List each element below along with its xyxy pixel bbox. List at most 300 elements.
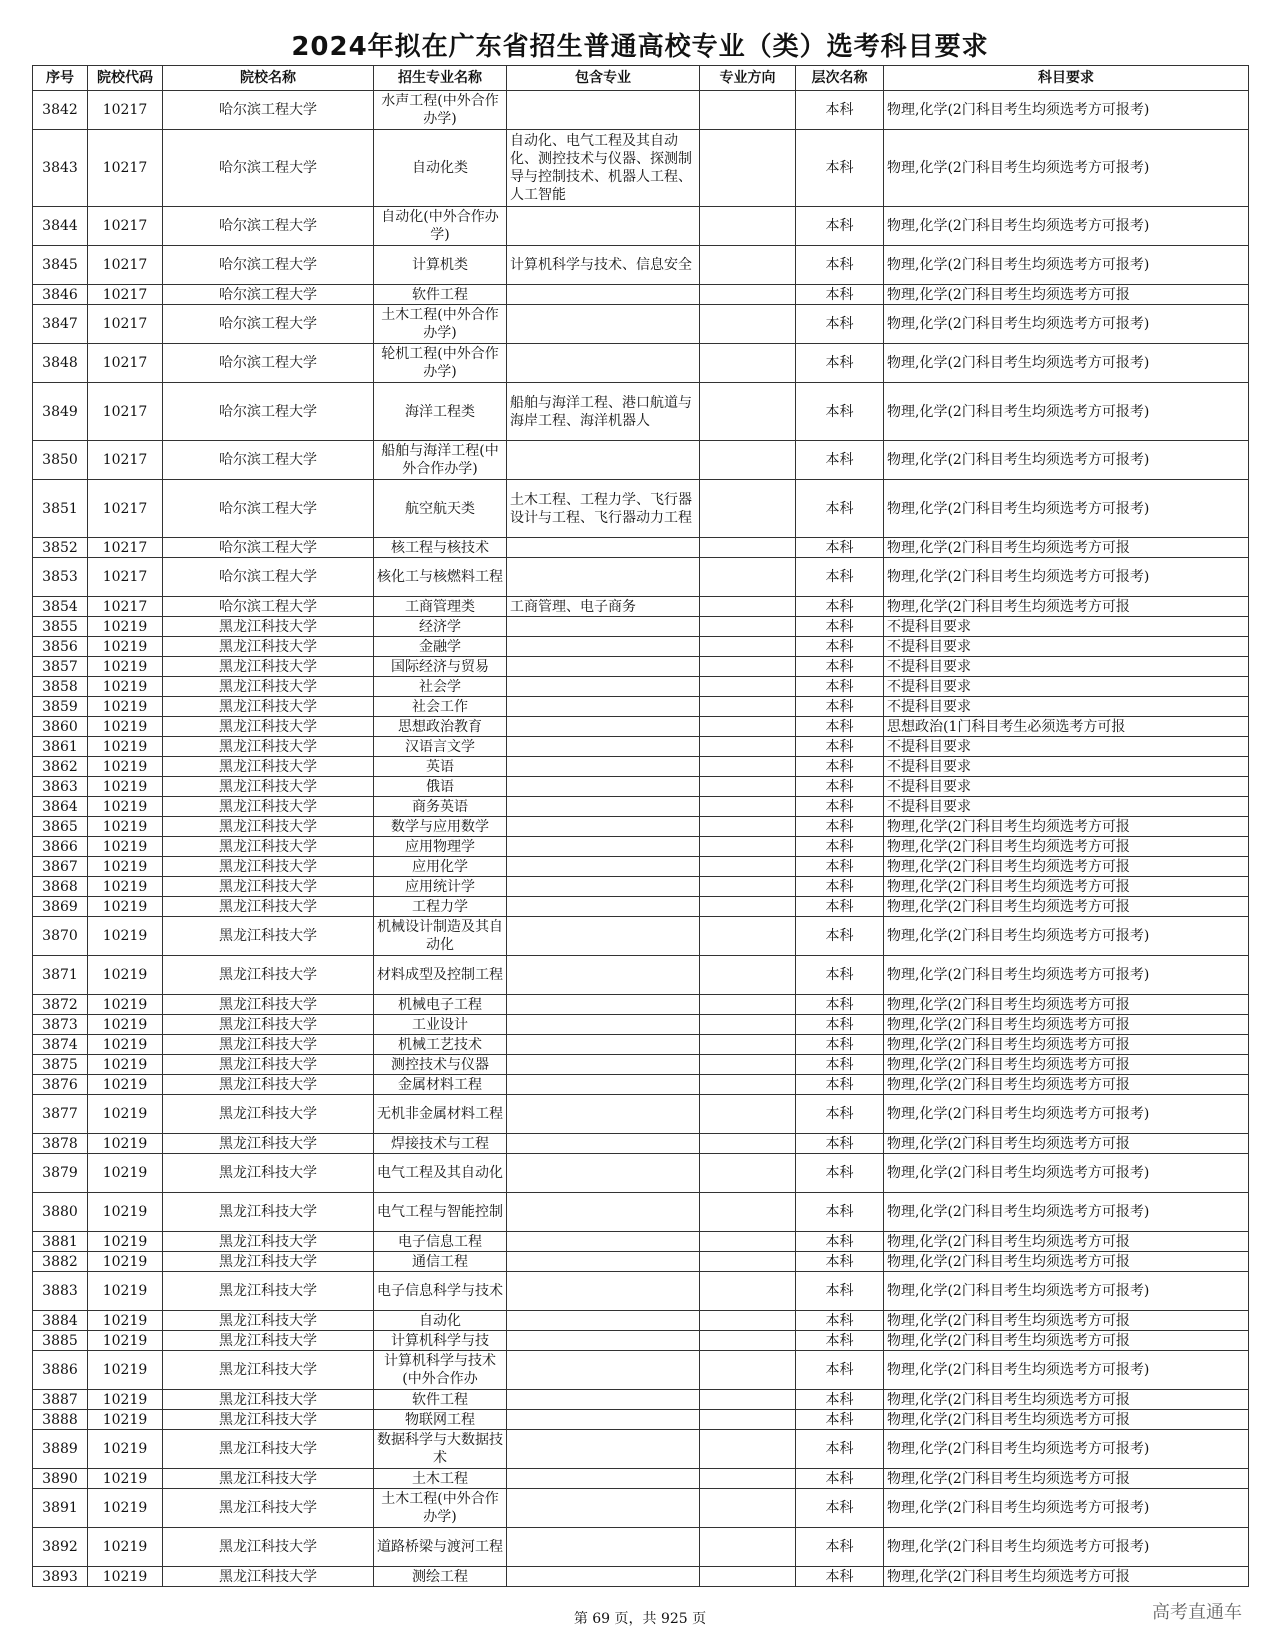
row-major-name-text: 工程力学	[412, 898, 468, 915]
row-major-name	[374, 1469, 507, 1489]
row-direction	[700, 1193, 796, 1232]
row-subject-requirement-text: 思想政治(1门科目考生必须选考方可报	[887, 718, 1126, 735]
table-row	[33, 1252, 1249, 1272]
row-school-name-text: 黑龙江科技大学	[219, 1500, 317, 1516]
row-major-name-text: 计算机科学与技术(中外合作办	[384, 1353, 496, 1387]
row-subject-requirement	[884, 737, 1249, 757]
row-subject-requirement-text: 物理,化学(2门科目考生均须选考方可报考)	[887, 1165, 1150, 1181]
row-school-code-text: 10217	[102, 102, 148, 118]
row-level-text: 本科	[825, 1283, 854, 1299]
row-level-text: 本科	[825, 286, 854, 303]
row-school-name-text: 黑龙江科技大学	[219, 838, 317, 855]
row-school-name	[163, 637, 374, 657]
row-subject-requirement-text: 物理,化学(2门科目考生均须选考方可报	[887, 598, 1130, 615]
row-school-name-text: 黑龙江科技大学	[219, 996, 317, 1013]
row-included-majors	[507, 837, 700, 857]
row-school-code-text: 10217	[102, 218, 148, 234]
table-row	[33, 757, 1249, 777]
row-subject-requirement	[884, 1351, 1249, 1390]
row-school-name	[163, 1154, 374, 1193]
row-school-name	[163, 1055, 374, 1075]
row-school-name	[163, 1430, 374, 1469]
row-subject-requirement	[884, 130, 1249, 207]
row-included-majors	[507, 1035, 700, 1055]
row-school-code	[88, 1469, 163, 1489]
row-subject-requirement-text: 物理,化学(2门科目考生均须选考方可报	[887, 898, 1130, 915]
row-level-text: 本科	[825, 658, 854, 675]
row-level-text: 本科	[825, 1165, 854, 1181]
row-school-name	[163, 817, 374, 837]
row-major-name	[374, 1567, 507, 1587]
row-direction	[700, 1410, 796, 1430]
row-direction	[700, 1528, 796, 1567]
row-no-text: 3889	[42, 1441, 78, 1457]
row-school-name-text: 黑龙江科技大学	[219, 778, 317, 795]
row-subject-requirement-text: 物理,化学(2门科目考生均须选考方可报考)	[887, 316, 1150, 332]
row-major-name	[374, 558, 507, 597]
row-direction	[700, 246, 796, 285]
row-school-name	[163, 1528, 374, 1567]
row-subject-requirement-text: 物理,化学(2门科目考生均须选考方可报	[887, 1391, 1130, 1408]
table-row	[33, 797, 1249, 817]
row-level-text: 本科	[825, 1204, 854, 1220]
row-school-name	[163, 344, 374, 383]
row-school-name-text: 黑龙江科技大学	[219, 878, 317, 895]
row-no	[33, 1430, 88, 1469]
row-major-name-text: 思想政治教育	[398, 718, 482, 735]
row-major-name-text: 机械工艺技术	[398, 1036, 482, 1053]
row-included-majors	[507, 1311, 700, 1331]
row-no-text: 3872	[42, 996, 78, 1013]
row-level	[796, 207, 884, 246]
row-level-text: 本科	[825, 1233, 854, 1250]
row-subject-requirement	[884, 1075, 1249, 1095]
row-school-code-text: 10219	[102, 1076, 148, 1093]
row-school-code	[88, 995, 163, 1015]
row-level-text: 本科	[825, 858, 854, 875]
row-school-code-text: 10219	[102, 967, 148, 983]
row-direction	[700, 130, 796, 207]
row-subject-requirement-text: 物理,化学(2门科目考生均须选考方可报	[887, 1312, 1130, 1329]
row-no-text: 3854	[42, 598, 78, 615]
row-level-text: 本科	[825, 1362, 854, 1378]
row-included-majors	[507, 383, 700, 441]
row-no	[33, 558, 88, 597]
table-row	[33, 1410, 1249, 1430]
row-school-code	[88, 1015, 163, 1035]
row-level	[796, 777, 884, 797]
row-level	[796, 917, 884, 956]
row-included-majors	[507, 305, 700, 344]
row-major-name	[374, 1193, 507, 1232]
row-school-name	[163, 677, 374, 697]
row-subject-requirement-text: 物理,化学(2门科目考生均须选考方可报	[887, 818, 1130, 835]
table-row	[33, 1469, 1249, 1489]
row-subject-requirement	[884, 1430, 1249, 1469]
row-subject-requirement	[884, 877, 1249, 897]
row-major-name-text: 社会学	[419, 678, 461, 695]
row-school-code-text: 10217	[102, 160, 148, 176]
row-school-code-text: 10217	[102, 539, 148, 556]
row-direction	[700, 207, 796, 246]
row-subject-requirement	[884, 757, 1249, 777]
row-no-text: 3868	[42, 878, 78, 895]
row-major-name-text: 电气工程及其自动化	[377, 1165, 503, 1181]
row-direction	[700, 797, 796, 817]
row-major-name-text: 水声工程(中外合作办学)	[381, 93, 499, 127]
row-major-name-text: 自动化类	[412, 160, 468, 176]
row-school-name	[163, 207, 374, 246]
row-school-code-text: 10219	[102, 898, 148, 915]
row-direction	[700, 1055, 796, 1075]
row-subject-requirement-text: 物理,化学(2门科目考生均须选考方可报考)	[887, 1441, 1150, 1457]
row-no	[33, 956, 88, 995]
row-subject-requirement	[884, 558, 1249, 597]
row-no-text: 3849	[42, 403, 78, 420]
table-row	[33, 697, 1249, 717]
row-subject-requirement-text: 物理,化学(2门科目考生均须选考方可报考)	[887, 257, 1150, 273]
row-subject-requirement	[884, 697, 1249, 717]
row-no-text: 3861	[42, 738, 78, 755]
table-row	[33, 246, 1249, 285]
row-no-text: 3884	[42, 1312, 78, 1329]
row-subject-requirement	[884, 305, 1249, 344]
row-included-majors	[507, 777, 700, 797]
row-subject-requirement-text: 物理,化学(2门科目考生均须选考方可报考)	[887, 355, 1150, 371]
row-major-name	[374, 1035, 507, 1055]
row-school-code-text: 10219	[102, 996, 148, 1013]
row-level	[796, 1035, 884, 1055]
table-row	[33, 538, 1249, 558]
row-level-text: 本科	[825, 102, 854, 118]
row-no-text: 3871	[42, 967, 78, 983]
row-subject-requirement-text: 物理,化学(2门科目考生均须选考方可报考)	[887, 452, 1150, 468]
row-school-code	[88, 877, 163, 897]
row-no	[33, 737, 88, 757]
row-school-code-text: 10219	[102, 1204, 148, 1220]
table-row	[33, 1055, 1249, 1075]
row-level-text: 本科	[825, 678, 854, 695]
row-school-name-text: 黑龙江科技大学	[219, 1204, 317, 1220]
header-cell-include: 包含专业	[507, 66, 700, 91]
row-included-majors	[507, 657, 700, 677]
row-no	[33, 480, 88, 538]
row-major-name-text: 道路桥梁与渡河工程	[377, 1539, 503, 1555]
row-school-code-text: 10219	[102, 858, 148, 875]
row-school-code-text: 10219	[102, 1539, 148, 1555]
row-school-code	[88, 597, 163, 617]
row-no-text: 3864	[42, 798, 78, 815]
row-subject-requirement	[884, 1272, 1249, 1311]
row-no-text: 3886	[42, 1362, 78, 1378]
row-school-code-text: 10219	[102, 818, 148, 835]
row-major-name	[374, 1489, 507, 1528]
row-level	[796, 817, 884, 837]
row-level	[796, 897, 884, 917]
row-major-name	[374, 1430, 507, 1469]
table-row	[33, 344, 1249, 383]
row-no	[33, 697, 88, 717]
row-school-name-text: 哈尔滨工程大学	[219, 286, 317, 303]
row-direction	[700, 1311, 796, 1331]
row-major-name-text: 机械电子工程	[398, 996, 482, 1013]
row-level-text: 本科	[825, 598, 854, 615]
row-level-text: 本科	[825, 778, 854, 795]
row-included-majors-text: 船舶与海洋工程、港口航道与海岸工程、海洋机器人	[510, 394, 692, 429]
row-school-code	[88, 305, 163, 344]
row-subject-requirement	[884, 1154, 1249, 1193]
row-level	[796, 1154, 884, 1193]
row-no	[33, 917, 88, 956]
row-school-name	[163, 897, 374, 917]
row-major-name-text: 核化工与核燃料工程	[377, 569, 503, 585]
row-level-text: 本科	[825, 1391, 854, 1408]
row-school-code	[88, 657, 163, 677]
row-level	[796, 305, 884, 344]
row-included-majors	[507, 1154, 700, 1193]
row-school-name-text: 黑龙江科技大学	[219, 1391, 317, 1408]
row-school-code-text: 10217	[102, 355, 148, 371]
row-subject-requirement	[884, 1252, 1249, 1272]
row-subject-requirement	[884, 1035, 1249, 1055]
row-no	[33, 757, 88, 777]
row-major-name-text: 电子信息工程	[398, 1233, 482, 1250]
row-level-text: 本科	[825, 1441, 854, 1457]
row-major-name-text: 焊接技术与工程	[391, 1135, 489, 1152]
table-row	[33, 1193, 1249, 1232]
row-level	[796, 538, 884, 558]
row-major-name-text: 工商管理类	[405, 598, 475, 615]
row-school-code-text: 10219	[102, 618, 148, 635]
row-direction	[700, 995, 796, 1015]
row-subject-requirement-text: 不提科目要求	[887, 738, 971, 755]
table-row	[33, 1134, 1249, 1154]
row-level-text: 本科	[825, 698, 854, 715]
row-included-majors	[507, 441, 700, 480]
row-subject-requirement-text: 物理,化学(2门科目考生均须选考方可报考)	[887, 160, 1150, 176]
row-school-code	[88, 538, 163, 558]
row-subject-requirement	[884, 1528, 1249, 1567]
row-school-name-text: 哈尔滨工程大学	[219, 316, 317, 332]
header-cell-level: 层次名称	[796, 66, 884, 91]
row-no	[33, 597, 88, 617]
table-row	[33, 1331, 1249, 1351]
row-no	[33, 797, 88, 817]
row-school-name-text: 黑龙江科技大学	[219, 698, 317, 715]
row-direction	[700, 1232, 796, 1252]
row-subject-requirement-text: 不提科目要求	[887, 618, 971, 635]
row-subject-requirement	[884, 1193, 1249, 1232]
row-included-majors	[507, 897, 700, 917]
row-school-code	[88, 897, 163, 917]
row-subject-requirement-text: 物理,化学(2门科目考生均须选考方可报考)	[887, 1283, 1150, 1299]
row-no-text: 3852	[42, 539, 78, 556]
row-school-name-text: 黑龙江科技大学	[219, 658, 317, 675]
row-subject-requirement-text: 物理,化学(2门科目考生均须选考方可报	[887, 878, 1130, 895]
row-included-majors	[507, 817, 700, 837]
row-school-code	[88, 1232, 163, 1252]
row-school-name	[163, 558, 374, 597]
row-level-text: 本科	[825, 1568, 854, 1585]
row-subject-requirement	[884, 777, 1249, 797]
row-no	[33, 1232, 88, 1252]
row-level	[796, 246, 884, 285]
row-school-name	[163, 1252, 374, 1272]
row-level	[796, 797, 884, 817]
row-school-name-text: 黑龙江科技大学	[219, 858, 317, 875]
row-school-name-text: 哈尔滨工程大学	[219, 355, 317, 371]
row-school-name-text: 哈尔滨工程大学	[219, 500, 317, 517]
row-direction	[700, 1134, 796, 1154]
row-no	[33, 1075, 88, 1095]
row-school-code-text: 10219	[102, 1056, 148, 1073]
row-major-name	[374, 737, 507, 757]
row-school-name-text: 黑龙江科技大学	[219, 1135, 317, 1152]
row-school-name-text: 黑龙江科技大学	[219, 618, 317, 635]
row-major-name	[374, 897, 507, 917]
row-no	[33, 837, 88, 857]
row-school-code	[88, 285, 163, 305]
row-subject-requirement	[884, 956, 1249, 995]
table-row	[33, 1390, 1249, 1410]
row-major-name-text: 经济学	[419, 618, 461, 635]
row-level-text: 本科	[825, 403, 854, 420]
row-school-code-text: 10219	[102, 1233, 148, 1250]
row-level-text: 本科	[825, 539, 854, 556]
row-school-name	[163, 1489, 374, 1528]
row-direction	[700, 956, 796, 995]
row-school-code-text: 10217	[102, 452, 148, 468]
row-direction	[700, 344, 796, 383]
row-major-name	[374, 1351, 507, 1390]
row-major-name-text: 数学与应用数学	[391, 818, 489, 835]
row-major-name	[374, 1075, 507, 1095]
row-included-majors	[507, 558, 700, 597]
row-no	[33, 1469, 88, 1489]
row-school-name-text: 黑龙江科技大学	[219, 638, 317, 655]
row-no-text: 3893	[42, 1568, 78, 1585]
table-row	[33, 657, 1249, 677]
header-cell-school: 院校名称	[163, 66, 374, 91]
row-level	[796, 1075, 884, 1095]
row-subject-requirement-text: 物理,化学(2门科目考生均须选考方可报	[887, 539, 1130, 556]
row-direction	[700, 1015, 796, 1035]
table-row	[33, 956, 1249, 995]
row-school-name	[163, 1015, 374, 1035]
row-no	[33, 207, 88, 246]
row-included-majors	[507, 1489, 700, 1528]
row-major-name	[374, 1311, 507, 1331]
row-school-code	[88, 617, 163, 637]
row-subject-requirement	[884, 207, 1249, 246]
row-subject-requirement-text: 物理,化学(2门科目考生均须选考方可报	[887, 1411, 1130, 1428]
table-row	[33, 1075, 1249, 1095]
row-major-name	[374, 1272, 507, 1311]
row-major-name-text: 软件工程	[412, 286, 468, 303]
row-level	[796, 597, 884, 617]
row-school-code-text: 10219	[102, 1362, 148, 1378]
row-school-code	[88, 1154, 163, 1193]
row-level-text: 本科	[825, 718, 854, 735]
row-included-majors-text: 土木工程、工程力学、飞行器设计与工程、飞行器动力工程	[510, 491, 692, 526]
row-level-text: 本科	[825, 1470, 854, 1487]
row-school-name-text: 黑龙江科技大学	[219, 1076, 317, 1093]
row-school-code	[88, 383, 163, 441]
row-subject-requirement-text: 物理,化学(2门科目考生均须选考方可报	[887, 858, 1130, 875]
row-school-code-text: 10219	[102, 758, 148, 775]
row-major-name	[374, 837, 507, 857]
row-included-majors	[507, 1351, 700, 1390]
row-school-code	[88, 1331, 163, 1351]
row-school-name	[163, 1193, 374, 1232]
row-no-text: 3873	[42, 1016, 78, 1033]
header-cell-major: 招生专业名称	[374, 66, 507, 91]
row-level	[796, 657, 884, 677]
row-level-text: 本科	[825, 967, 854, 983]
row-school-code-text: 10219	[102, 1568, 148, 1585]
row-major-name-text: 轮机工程(中外合作办学)	[381, 346, 499, 380]
row-level-text: 本科	[825, 758, 854, 775]
row-level-text: 本科	[825, 878, 854, 895]
table-row	[33, 305, 1249, 344]
table-row	[33, 877, 1249, 897]
row-level	[796, 637, 884, 657]
row-major-name	[374, 207, 507, 246]
row-subject-requirement	[884, 1489, 1249, 1528]
row-subject-requirement	[884, 1095, 1249, 1134]
row-no	[33, 777, 88, 797]
row-no	[33, 1193, 88, 1232]
row-included-majors	[507, 737, 700, 757]
row-subject-requirement-text: 物理,化学(2门科目考生均须选考方可报考)	[887, 1539, 1150, 1555]
row-no	[33, 1351, 88, 1390]
row-included-majors	[507, 697, 700, 717]
row-included-majors	[507, 995, 700, 1015]
row-level	[796, 1252, 884, 1272]
row-school-name-text: 哈尔滨工程大学	[219, 218, 317, 234]
table-row	[33, 285, 1249, 305]
row-major-name	[374, 777, 507, 797]
page-title: 2024年拟在广东省招生普通高校专业（类）选考科目要求	[291, 32, 989, 62]
row-subject-requirement-text: 物理,化学(2门科目考生均须选考方可报	[887, 1470, 1130, 1487]
table-row	[33, 480, 1249, 538]
row-direction	[700, 1252, 796, 1272]
row-direction	[700, 1489, 796, 1528]
row-school-code-text: 10219	[102, 1332, 148, 1349]
row-no	[33, 1154, 88, 1193]
row-direction	[700, 441, 796, 480]
row-level	[796, 1351, 884, 1390]
row-subject-requirement	[884, 1331, 1249, 1351]
row-school-code	[88, 480, 163, 538]
row-level	[796, 1232, 884, 1252]
row-no	[33, 637, 88, 657]
row-no-text: 3869	[42, 898, 78, 915]
row-no	[33, 817, 88, 837]
row-subject-requirement	[884, 995, 1249, 1015]
row-major-name-text: 电子信息科学与技术	[377, 1283, 503, 1299]
row-no-text: 3859	[42, 698, 78, 715]
row-included-majors	[507, 1075, 700, 1095]
row-no-text: 3880	[42, 1204, 78, 1220]
row-school-code-text: 10219	[102, 1500, 148, 1516]
table-row	[33, 91, 1249, 130]
row-school-name-text: 哈尔滨工程大学	[219, 539, 317, 556]
row-included-majors	[507, 1567, 700, 1587]
row-level	[796, 1489, 884, 1528]
row-school-name-text: 黑龙江科技大学	[219, 758, 317, 775]
row-level	[796, 1331, 884, 1351]
